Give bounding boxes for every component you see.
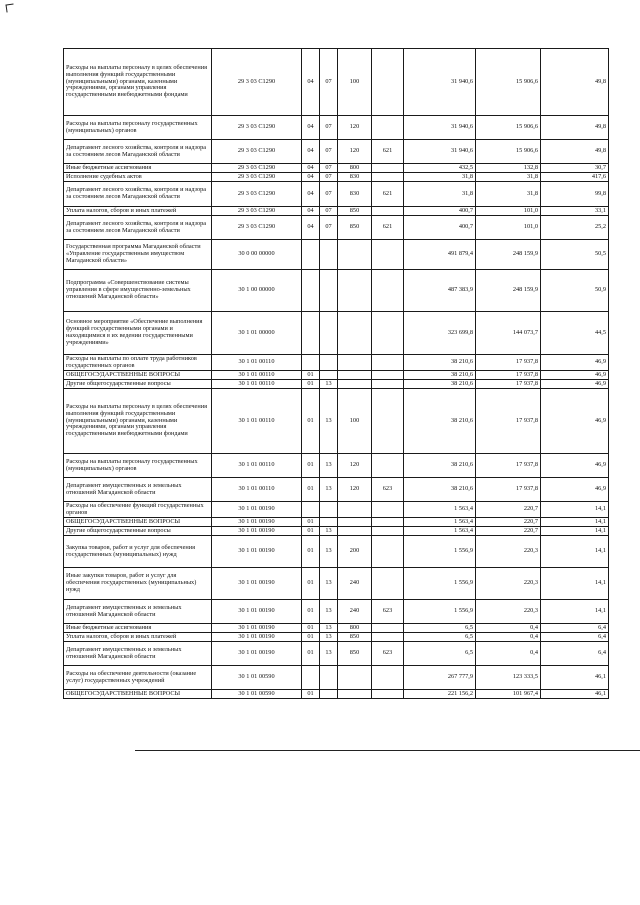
row-section	[302, 312, 320, 355]
row-administrator-code	[372, 502, 404, 518]
row-name: Департамент лесного хозяйства, контроля и надзора за состоянием лесов Магаданской области	[64, 140, 212, 164]
row-subsection	[320, 312, 338, 355]
row-section	[302, 355, 320, 371]
row-section: 01	[302, 478, 320, 502]
row-planned-amount: 221 156,2	[404, 690, 476, 699]
row-planned-amount: 1 556,9	[404, 600, 476, 624]
row-name: Уплата налогов, сборов и иных платежей	[64, 633, 212, 642]
row-csr-code: 30 1 01 00110	[212, 454, 302, 478]
row-executed-amount: 17 937,8	[476, 371, 541, 380]
row-name: Департамент имущественных и земельных отношений Магаданской области	[64, 600, 212, 624]
row-section: 01	[302, 633, 320, 642]
row-planned-amount: 1 556,9	[404, 536, 476, 568]
row-subsection: 13	[320, 633, 338, 642]
row-section: 01	[302, 642, 320, 666]
row-executed-amount: 17 937,8	[476, 478, 541, 502]
row-execution-percent: 50,9	[541, 270, 609, 312]
row-executed-amount: 15 906,6	[476, 140, 541, 164]
table-row	[64, 164, 609, 173]
row-section: 01	[302, 454, 320, 478]
row-csr-code: 29 3 03 С1290	[212, 140, 302, 164]
row-expense-type	[338, 518, 372, 527]
row-expense-type	[338, 270, 372, 312]
row-subsection	[320, 270, 338, 312]
row-section: 04	[302, 173, 320, 182]
page-bottom-rule	[135, 750, 640, 751]
row-administrator-code	[372, 666, 404, 690]
row-expense-type: 120	[338, 478, 372, 502]
row-execution-percent: 50,5	[541, 240, 609, 270]
row-administrator-code	[372, 164, 404, 173]
row-subsection	[320, 518, 338, 527]
row-name: Иные бюджетные ассигнования	[64, 624, 212, 633]
row-executed-amount: 248 159,9	[476, 270, 541, 312]
row-executed-amount: 123 333,5	[476, 666, 541, 690]
row-executed-amount: 0,4	[476, 624, 541, 633]
row-planned-amount: 31,8	[404, 173, 476, 182]
table-row	[64, 140, 609, 164]
row-administrator-code: 623	[372, 600, 404, 624]
row-section	[302, 666, 320, 690]
table-row	[64, 380, 609, 389]
row-section: 01	[302, 527, 320, 536]
row-planned-amount: 432,5	[404, 164, 476, 173]
row-execution-percent: 49,8	[541, 140, 609, 164]
table-row	[64, 624, 609, 633]
row-name: ОБЩЕГОСУДАРСТВЕННЫЕ ВОПРОСЫ	[64, 690, 212, 699]
row-csr-code: 30 1 01 00190	[212, 633, 302, 642]
table-row	[64, 49, 609, 116]
row-name: Департамент имущественных и земельных отношений Магаданской области	[64, 642, 212, 666]
row-planned-amount: 38 210,6	[404, 478, 476, 502]
row-administrator-code	[372, 270, 404, 312]
row-name: Расходы на обеспечение деятельности (оказание услуг) государственных учреждений	[64, 666, 212, 690]
row-csr-code: 30 1 01 00110	[212, 380, 302, 389]
row-administrator-code	[372, 536, 404, 568]
row-csr-code: 30 1 01 00190	[212, 502, 302, 518]
row-planned-amount: 38 210,6	[404, 389, 476, 454]
row-csr-code: 30 1 01 00190	[212, 642, 302, 666]
row-expense-type: 850	[338, 642, 372, 666]
row-execution-percent: 14,1	[541, 502, 609, 518]
row-section: 01	[302, 389, 320, 454]
row-section: 01	[302, 380, 320, 389]
row-csr-code: 30 1 01 00190	[212, 624, 302, 633]
row-csr-code: 29 3 03 С1290	[212, 216, 302, 240]
row-executed-amount: 17 937,8	[476, 389, 541, 454]
row-expense-type	[338, 690, 372, 699]
row-section: 01	[302, 624, 320, 633]
row-planned-amount: 38 210,6	[404, 371, 476, 380]
row-planned-amount: 38 210,6	[404, 454, 476, 478]
row-csr-code: 29 3 03 С1290	[212, 116, 302, 140]
row-executed-amount: 220,3	[476, 568, 541, 600]
table-row	[64, 666, 609, 690]
row-section: 01	[302, 568, 320, 600]
row-execution-percent: 417,6	[541, 173, 609, 182]
row-administrator-code: 623	[372, 642, 404, 666]
row-executed-amount: 220,7	[476, 527, 541, 536]
row-section: 04	[302, 140, 320, 164]
row-section: 04	[302, 164, 320, 173]
row-csr-code: 30 1 00 00000	[212, 270, 302, 312]
row-expense-type: 830	[338, 182, 372, 207]
row-expense-type	[338, 240, 372, 270]
row-subsection: 07	[320, 164, 338, 173]
row-executed-amount: 31,8	[476, 182, 541, 207]
row-name: Расходы на обеспечение функций государственных органов	[64, 502, 212, 518]
row-subsection: 13	[320, 568, 338, 600]
row-execution-percent: 33,1	[541, 207, 609, 216]
row-planned-amount: 491 879,4	[404, 240, 476, 270]
row-section: 04	[302, 207, 320, 216]
row-administrator-code: 623	[372, 478, 404, 502]
row-executed-amount: 31,8	[476, 173, 541, 182]
row-csr-code: 30 1 01 00110	[212, 355, 302, 371]
row-execution-percent: 46,9	[541, 371, 609, 380]
row-subsection: 13	[320, 624, 338, 633]
row-section: 01	[302, 371, 320, 380]
row-expense-type	[338, 502, 372, 518]
row-execution-percent: 46,9	[541, 478, 609, 502]
row-executed-amount: 220,3	[476, 600, 541, 624]
row-csr-code: 30 1 01 00190	[212, 518, 302, 527]
row-name: Расходы на выплаты персоналу государственных (муниципальных) органов	[64, 116, 212, 140]
row-csr-code: 30 1 01 00110	[212, 371, 302, 380]
row-execution-percent: 99,8	[541, 182, 609, 207]
row-section: 04	[302, 216, 320, 240]
row-administrator-code	[372, 207, 404, 216]
row-planned-amount: 487 383,9	[404, 270, 476, 312]
row-execution-percent: 46,9	[541, 454, 609, 478]
row-section: 04	[302, 49, 320, 116]
row-expense-type: 120	[338, 140, 372, 164]
row-planned-amount: 1 563,4	[404, 502, 476, 518]
row-name: Другие общегосударственные вопросы	[64, 527, 212, 536]
row-expense-type: 240	[338, 568, 372, 600]
row-subsection: 07	[320, 140, 338, 164]
row-administrator-code	[372, 454, 404, 478]
row-executed-amount: 0,4	[476, 642, 541, 666]
row-csr-code: 30 1 01 00110	[212, 389, 302, 454]
row-subsection	[320, 666, 338, 690]
row-subsection	[320, 502, 338, 518]
row-subsection	[320, 690, 338, 699]
row-section	[302, 240, 320, 270]
row-executed-amount: 144 073,7	[476, 312, 541, 355]
table-row	[64, 240, 609, 270]
row-subsection: 13	[320, 389, 338, 454]
row-executed-amount: 220,7	[476, 502, 541, 518]
row-planned-amount: 400,7	[404, 207, 476, 216]
table-body	[64, 49, 609, 699]
budget-execution-table	[63, 48, 609, 699]
row-expense-type: 830	[338, 173, 372, 182]
row-expense-type: 100	[338, 389, 372, 454]
row-section: 04	[302, 116, 320, 140]
row-administrator-code	[372, 389, 404, 454]
row-name: Подпрограмма «Совершенствование системы управления в сфере имущественно-земельных отношений Магаданской области»	[64, 270, 212, 312]
row-planned-amount: 31 940,6	[404, 140, 476, 164]
row-administrator-code	[372, 518, 404, 527]
row-csr-code: 29 3 03 С1290	[212, 182, 302, 207]
row-section: 01	[302, 600, 320, 624]
row-subsection: 13	[320, 478, 338, 502]
row-expense-type: 800	[338, 624, 372, 633]
table-row	[64, 568, 609, 600]
row-name: Иные закупки товаров, работ и услуг для обеспечения государственных (муниципальных) нужд	[64, 568, 212, 600]
row-expense-type: 850	[338, 633, 372, 642]
table-row	[64, 216, 609, 240]
row-section	[302, 502, 320, 518]
row-expense-type	[338, 371, 372, 380]
row-subsection: 13	[320, 380, 338, 389]
row-planned-amount: 38 210,6	[404, 380, 476, 389]
row-csr-code: 30 1 01 00190	[212, 568, 302, 600]
row-planned-amount: 38 210,6	[404, 355, 476, 371]
row-administrator-code	[372, 527, 404, 536]
row-execution-percent: 46,1	[541, 666, 609, 690]
row-csr-code: 30 1 01 00190	[212, 600, 302, 624]
row-planned-amount: 400,7	[404, 216, 476, 240]
row-expense-type	[338, 312, 372, 355]
row-expense-type: 800	[338, 164, 372, 173]
row-name: Основное мероприятие «Обеспечение выполнения функций государственными органами и находящимися в их ведении государственными учреждениями»	[64, 312, 212, 355]
row-subsection: 07	[320, 49, 338, 116]
row-execution-percent: 25,2	[541, 216, 609, 240]
row-csr-code: 30 1 01 00190	[212, 527, 302, 536]
row-administrator-code	[372, 633, 404, 642]
row-section: 01	[302, 536, 320, 568]
row-planned-amount: 31 940,6	[404, 49, 476, 116]
row-subsection: 13	[320, 642, 338, 666]
row-administrator-code	[372, 240, 404, 270]
table-row	[64, 355, 609, 371]
row-csr-code: 29 3 03 С1290	[212, 207, 302, 216]
row-planned-amount: 267 777,9	[404, 666, 476, 690]
table-row	[64, 690, 609, 699]
row-executed-amount: 17 937,8	[476, 454, 541, 478]
row-subsection: 13	[320, 536, 338, 568]
row-name: Расходы на выплаты персоналу государственных (муниципальных) органов	[64, 454, 212, 478]
table-row	[64, 371, 609, 380]
row-planned-amount: 31,8	[404, 182, 476, 207]
row-planned-amount: 323 699,8	[404, 312, 476, 355]
row-subsection	[320, 371, 338, 380]
row-section: 01	[302, 690, 320, 699]
row-expense-type	[338, 380, 372, 389]
row-execution-percent: 46,9	[541, 389, 609, 454]
row-name: Исполнение судебных актов	[64, 173, 212, 182]
row-expense-type: 850	[338, 216, 372, 240]
row-expense-type	[338, 666, 372, 690]
row-planned-amount: 1 563,4	[404, 527, 476, 536]
row-planned-amount: 6,5	[404, 633, 476, 642]
row-subsection: 13	[320, 454, 338, 478]
row-executed-amount: 17 937,8	[476, 380, 541, 389]
row-expense-type: 200	[338, 536, 372, 568]
table-row	[64, 207, 609, 216]
row-csr-code: 29 3 03 С1290	[212, 164, 302, 173]
row-execution-percent: 14,1	[541, 536, 609, 568]
table-row	[64, 518, 609, 527]
row-administrator-code: 621	[372, 140, 404, 164]
corner-scan-mark	[5, 3, 14, 12]
row-executed-amount: 101,0	[476, 216, 541, 240]
row-name: Расходы на выплаты по оплате труда работников государственных органов	[64, 355, 212, 371]
row-execution-percent: 14,1	[541, 568, 609, 600]
row-expense-type: 100	[338, 49, 372, 116]
row-executed-amount: 0,4	[476, 633, 541, 642]
table-row	[64, 527, 609, 536]
row-executed-amount: 17 937,8	[476, 355, 541, 371]
table-row	[64, 270, 609, 312]
row-planned-amount: 1 556,9	[404, 568, 476, 600]
row-name: Департамент лесного хозяйства, контроля и надзора за состоянием лесов Магаданской области	[64, 216, 212, 240]
row-section: 04	[302, 182, 320, 207]
table-row	[64, 642, 609, 666]
row-name: ОБЩЕГОСУДАРСТВЕННЫЕ ВОПРОСЫ	[64, 371, 212, 380]
row-name: Уплата налогов, сборов и иных платежей	[64, 207, 212, 216]
row-execution-percent: 14,1	[541, 527, 609, 536]
row-expense-type: 850	[338, 207, 372, 216]
row-planned-amount: 6,5	[404, 624, 476, 633]
row-execution-percent: 46,9	[541, 355, 609, 371]
row-execution-percent: 49,8	[541, 49, 609, 116]
row-planned-amount: 31 940,6	[404, 116, 476, 140]
row-execution-percent: 14,1	[541, 518, 609, 527]
row-csr-code: 29 3 03 С1290	[212, 49, 302, 116]
table-row	[64, 633, 609, 642]
row-administrator-code	[372, 568, 404, 600]
row-subsection: 07	[320, 207, 338, 216]
table-row	[64, 600, 609, 624]
row-expense-type: 120	[338, 454, 372, 478]
row-section	[302, 270, 320, 312]
row-planned-amount: 1 563,4	[404, 518, 476, 527]
table-row	[64, 502, 609, 518]
row-csr-code: 30 1 01 00590	[212, 666, 302, 690]
row-csr-code: 29 3 03 С1290	[212, 173, 302, 182]
row-subsection: 07	[320, 182, 338, 207]
row-subsection: 07	[320, 173, 338, 182]
row-subsection: 13	[320, 527, 338, 536]
row-expense-type: 120	[338, 116, 372, 140]
row-name: ОБЩЕГОСУДАРСТВЕННЫЕ ВОПРОСЫ	[64, 518, 212, 527]
row-planned-amount: 6,5	[404, 642, 476, 666]
row-csr-code: 30 1 01 00590	[212, 690, 302, 699]
table-row	[64, 536, 609, 568]
table-row	[64, 389, 609, 454]
row-executed-amount: 15 906,6	[476, 116, 541, 140]
row-name: Другие общегосударственные вопросы	[64, 380, 212, 389]
row-subsection: 13	[320, 600, 338, 624]
row-executed-amount: 15 906,6	[476, 49, 541, 116]
row-csr-code: 30 1 01 00000	[212, 312, 302, 355]
row-executed-amount: 132,8	[476, 164, 541, 173]
row-executed-amount: 101,0	[476, 207, 541, 216]
table-row	[64, 116, 609, 140]
row-name: Расходы на выплаты персоналу в целях обеспечения выполнения функций государственными (муниципальными) органами, казенными учреждениями, органами управления государственными внебюджетными фондами	[64, 49, 212, 116]
row-csr-code: 30 1 01 00190	[212, 536, 302, 568]
row-name: Иные бюджетные ассигнования	[64, 164, 212, 173]
row-csr-code: 30 0 00 00000	[212, 240, 302, 270]
row-subsection: 07	[320, 116, 338, 140]
row-executed-amount: 101 967,4	[476, 690, 541, 699]
row-name: Государственная программа Магаданской области «Управление государственным имуществом Магаданской области»	[64, 240, 212, 270]
row-administrator-code	[372, 690, 404, 699]
row-administrator-code	[372, 116, 404, 140]
row-administrator-code: 621	[372, 182, 404, 207]
row-execution-percent: 14,1	[541, 600, 609, 624]
row-subsection	[320, 240, 338, 270]
row-execution-percent: 30,7	[541, 164, 609, 173]
row-name: Расходы на выплаты персоналу в целях обеспечения выполнения функций государственными (муниципальными) органами, казенными учреждениями, органами управления государственными внебюджетными фондами	[64, 389, 212, 454]
row-execution-percent: 6,4	[541, 624, 609, 633]
row-administrator-code	[372, 355, 404, 371]
row-administrator-code	[372, 624, 404, 633]
row-execution-percent: 6,4	[541, 633, 609, 642]
row-executed-amount: 220,7	[476, 518, 541, 527]
row-administrator-code: 621	[372, 216, 404, 240]
row-administrator-code	[372, 380, 404, 389]
table-row	[64, 478, 609, 502]
row-expense-type	[338, 527, 372, 536]
row-expense-type	[338, 355, 372, 371]
row-subsection: 07	[320, 216, 338, 240]
row-name: Департамент лесного хозяйства, контроля и надзора за состоянием лесов Магаданской области	[64, 182, 212, 207]
row-execution-percent: 44,5	[541, 312, 609, 355]
row-administrator-code	[372, 173, 404, 182]
table-row	[64, 454, 609, 478]
row-name: Департамент имущественных и земельных отношений Магаданской области	[64, 478, 212, 502]
row-administrator-code	[372, 371, 404, 380]
row-name: Закупка товаров, работ и услуг для обеспечения государственных (муниципальных) нужд	[64, 536, 212, 568]
table-row	[64, 182, 609, 207]
row-administrator-code	[372, 49, 404, 116]
table-row	[64, 173, 609, 182]
row-execution-percent: 49,8	[541, 116, 609, 140]
row-administrator-code	[372, 312, 404, 355]
row-section: 01	[302, 518, 320, 527]
row-expense-type: 240	[338, 600, 372, 624]
row-subsection	[320, 355, 338, 371]
row-executed-amount: 220,3	[476, 536, 541, 568]
table-row	[64, 312, 609, 355]
row-csr-code: 30 1 01 00110	[212, 478, 302, 502]
row-executed-amount: 248 159,9	[476, 240, 541, 270]
row-execution-percent: 6,4	[541, 642, 609, 666]
row-execution-percent: 46,1	[541, 690, 609, 699]
row-execution-percent: 46,9	[541, 380, 609, 389]
